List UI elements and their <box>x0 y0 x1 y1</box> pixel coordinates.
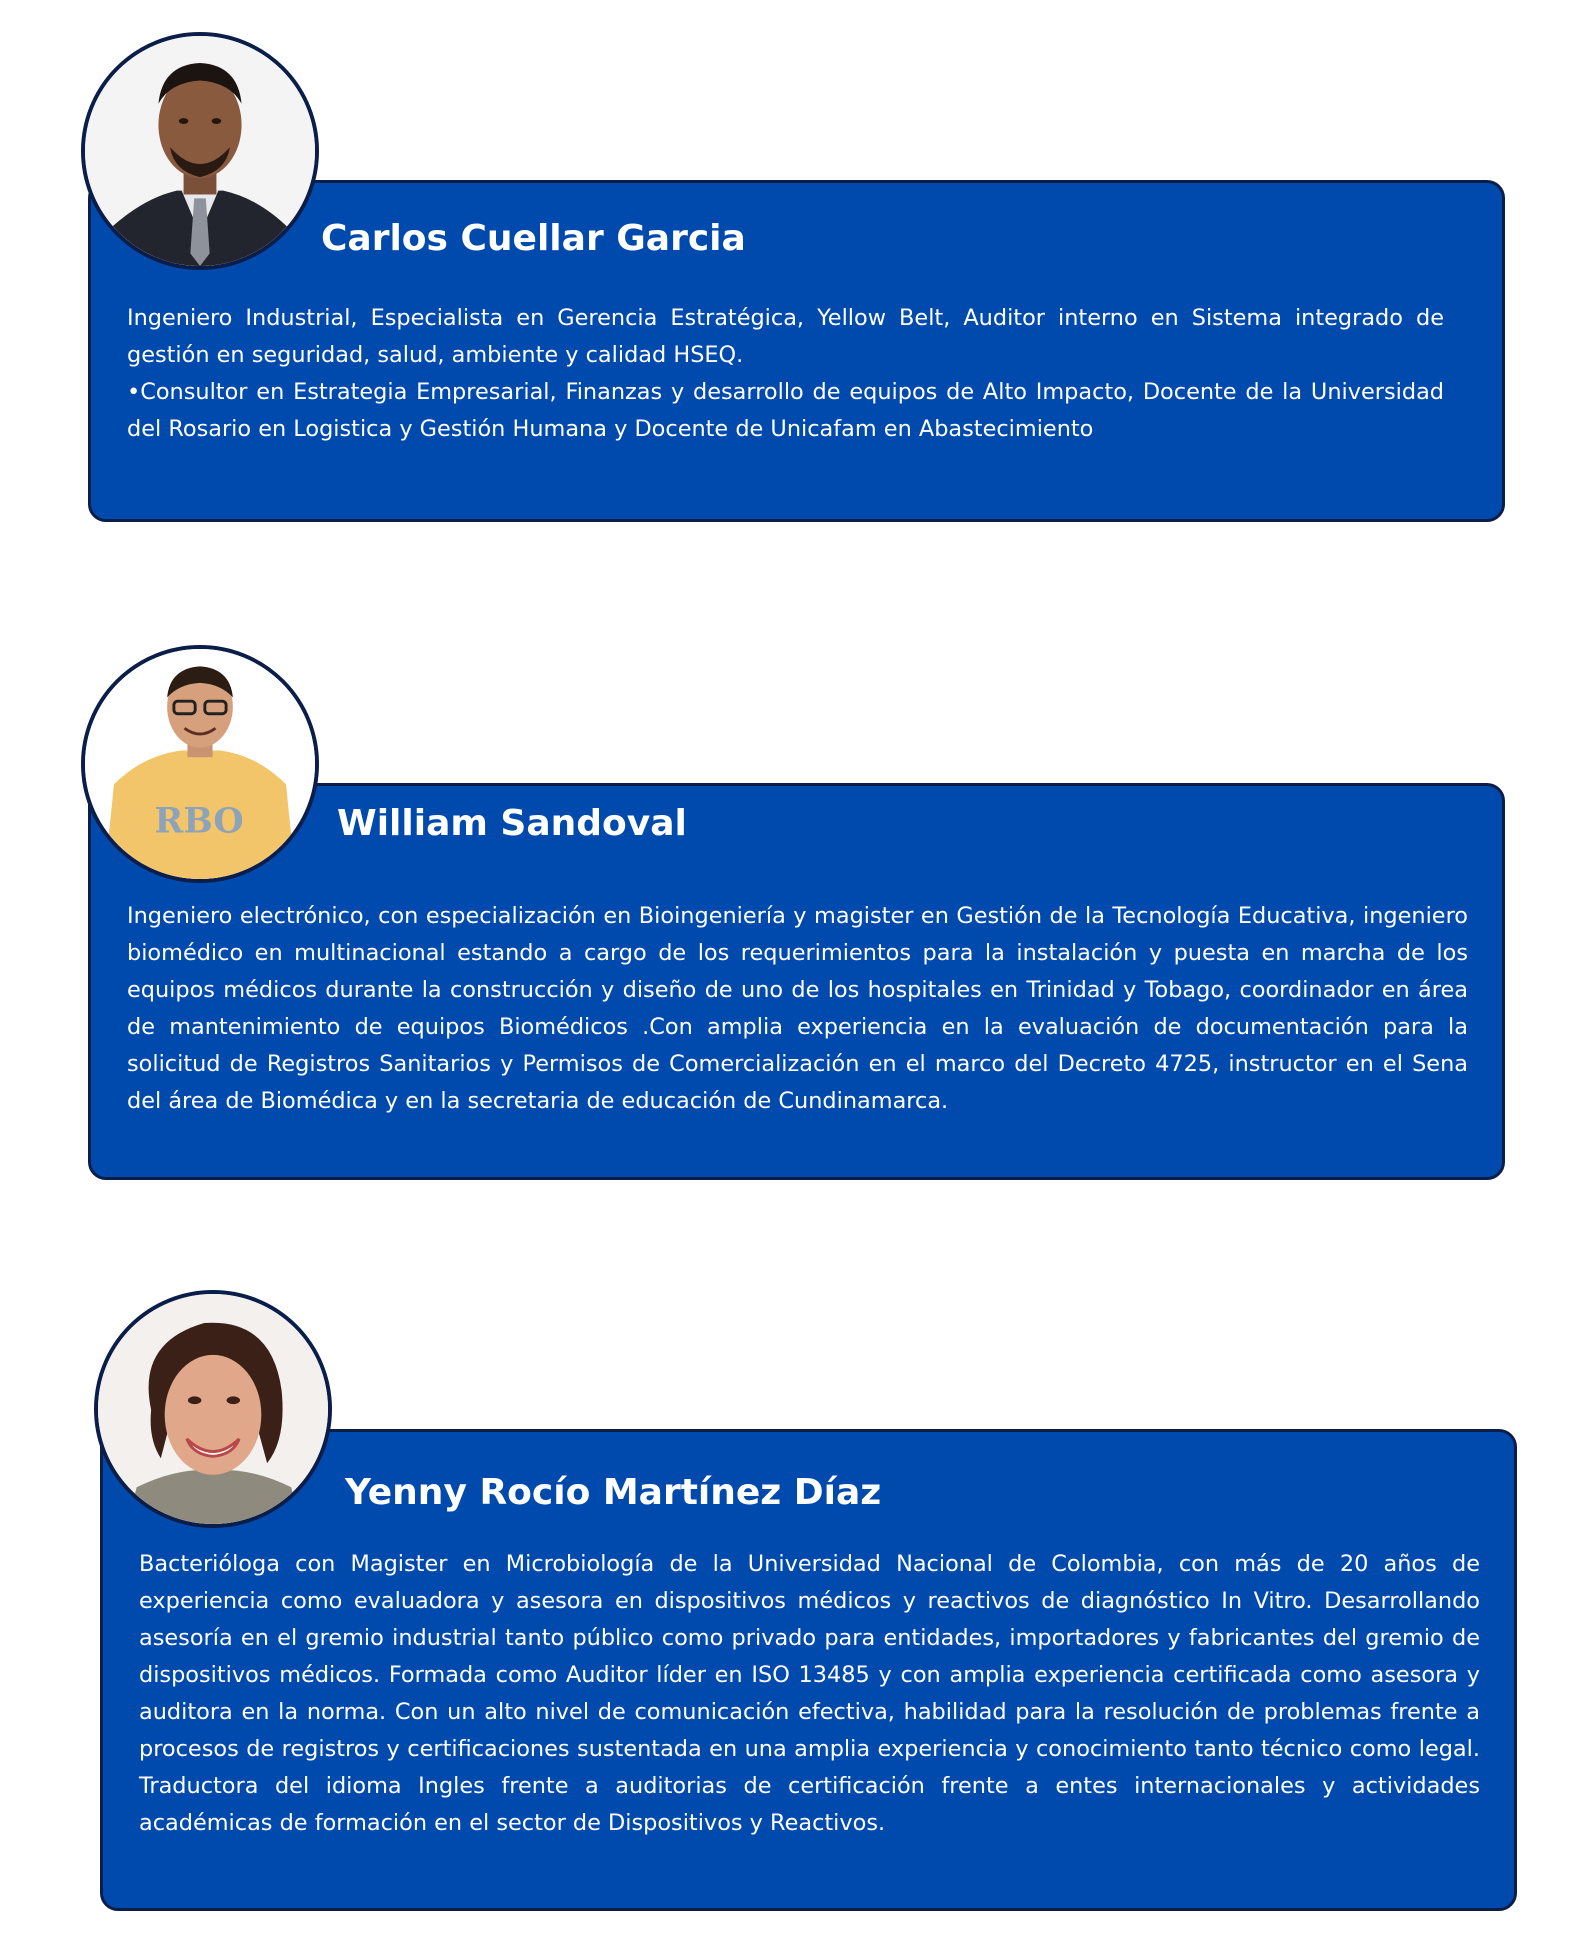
profile-name: Yenny Rocío Martínez Díaz <box>345 1472 882 1513</box>
shirt-print: RBO <box>154 800 244 842</box>
bio-paragraph: Ingeniero Industrial, Especialista en Gerencia Estratégica, Yellow Belt, Auditor interno en Sistema integrado de gestión en seguridad, salud, ambiente y calidad HSEQ. <box>127 305 1444 368</box>
avatar-william <box>81 645 319 883</box>
profile-card-yenny <box>100 1429 1517 1911</box>
profile-card-carlos <box>88 180 1505 522</box>
bio-paragraph: Ingeniero electrónico, con especialización en Bioingeniería y magister en Gestión de la Tecnología Educativa, ingeniero biomédico en multinacional estando a cargo de los requerimientos para la instalación y puesta en marcha de los equipos médicos durante la construcción y diseño de uno de los hospitales en Trinidad y Tobago, coordinador en área de mantenimiento de equipos Biomédicos .Con amplia experiencia en la evaluación de documentación para la solicitud de Registros Sanitarios y Permisos de Comercialización en el marco del Decreto 4725, instructor en el Sena del área de Biomédica y en la secretaria de educación de Cundinamarca. <box>127 903 1468 1114</box>
person-photo-icon <box>85 36 315 266</box>
profile-name: Carlos Cuellar Garcia <box>321 218 746 259</box>
profile-bio <box>127 300 1444 448</box>
profile-name: William Sandoval <box>337 803 687 844</box>
profile-bio <box>127 898 1468 1120</box>
person-photo-icon <box>98 1294 328 1524</box>
bio-paragraph: •Consultor en Estrategia Empresarial, Finanzas y desarrollo de equipos de Alto Impacto, Docente de la Universidad del Rosario en Logistica y Gestión Humana y Docente de Unicafam en Abastecimiento <box>127 379 1444 442</box>
avatar-yenny <box>94 1290 332 1528</box>
person-photo-icon <box>85 649 315 879</box>
profile-bio <box>139 1546 1480 1842</box>
avatar-carlos <box>81 32 319 270</box>
bio-paragraph: Bacterióloga con Magister en Microbiología de la Universidad Nacional de Colombia, con más de 20 años de experiencia como evaluadora y asesora en dispositivos médicos y reactivos de diagnóstico In Vitro. Desarrollando asesoría en el gremio industrial tanto público como privado para entidades, importadores y fabricantes del gremio de dispositivos médicos. Formada como Auditor líder en ISO 13485 y con amplia experiencia certificada como asesora y auditora en la norma. Con un alto nivel de comunicación efectiva, habilidad para la resolución de problemas frente a procesos de registros y certificaciones sustentada en una amplia experiencia y conocimiento tanto técnico como legal. Traductora del idioma Ingles frente a auditorias de certificación frente a entes internacionales y actividades académicas de formación en el sector de Dispositivos y Reactivos. <box>139 1551 1480 1836</box>
profile-card-william <box>88 783 1505 1180</box>
